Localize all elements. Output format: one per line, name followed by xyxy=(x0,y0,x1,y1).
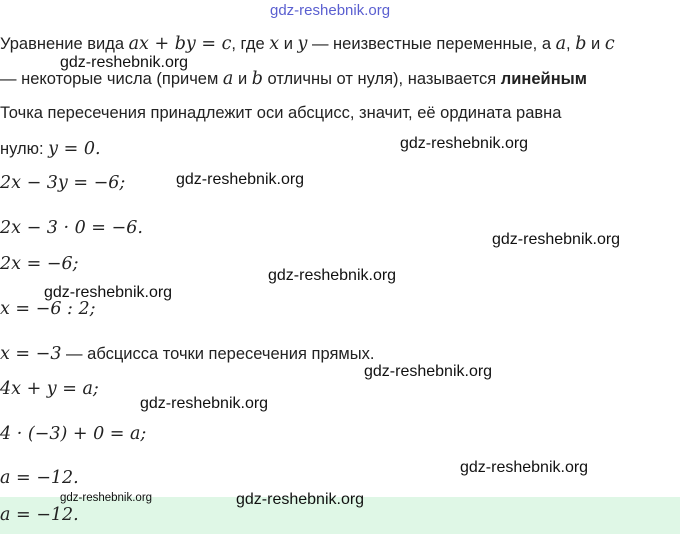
definition-text: , xyxy=(566,35,576,53)
equation-6: 4x + y = a; xyxy=(0,379,99,399)
watermark: gdz-reshebnik.org xyxy=(364,363,493,380)
equation-5-line xyxy=(0,344,374,364)
equation-2: 2x − 3 · 0 = −6. xyxy=(0,218,143,238)
math-var-a: a xyxy=(555,34,567,54)
point-statement: Точка пересечения принадлежит оси абсцисс, значит, её ордината равна xyxy=(0,104,562,122)
equation-1: 2x − 3y = −6; xyxy=(0,173,126,193)
equation-8: a = −12. xyxy=(0,468,79,488)
watermark-small: gdz-reshebnik.org xyxy=(60,492,153,504)
watermark: gdz-reshebnik.org xyxy=(60,54,189,71)
definition-text: и xyxy=(279,35,298,53)
definition-line-1 xyxy=(0,34,615,54)
math-var-b: b xyxy=(575,34,587,54)
definition-text: и xyxy=(586,35,605,53)
watermark: gdz-reshebnik.org xyxy=(492,231,621,248)
watermark: gdz-reshebnik.org xyxy=(460,459,589,476)
definition-line-2 xyxy=(0,69,587,89)
watermark: gdz-reshebnik.org xyxy=(400,135,529,152)
definition-text: — неизвестные переменные, а xyxy=(307,35,556,53)
watermark: gdz-reshebnik.org xyxy=(176,171,305,188)
equation-7: 4 · (−3) + 0 = a; xyxy=(0,424,147,444)
definition-text: отличны от нуля), называется xyxy=(262,70,501,88)
watermark: gdz-reshebnik.org xyxy=(140,395,269,412)
equation-5: x = −3 xyxy=(0,344,62,364)
math-var-a: a xyxy=(222,69,234,89)
definition-text: и xyxy=(233,70,252,88)
equation-5-text: — абсцисса точки пересечения прямых. xyxy=(61,345,375,363)
watermark: gdz-reshebnik.org xyxy=(236,491,365,508)
definition-equation: ax + by = c xyxy=(128,34,232,54)
zero-text: нулю: xyxy=(0,140,49,158)
math-var-y: y xyxy=(297,34,308,54)
watermark-top: gdz-reshebnik.org xyxy=(270,2,391,19)
equation-3: 2x = −6; xyxy=(0,254,79,274)
watermark: gdz-reshebnik.org xyxy=(44,284,173,301)
watermark: gdz-reshebnik.org xyxy=(268,267,397,284)
zero-equation: y = 0. xyxy=(48,139,101,159)
definition-term: линейным xyxy=(500,70,587,88)
answer-text: a = −12. xyxy=(0,505,79,525)
math-var-b: b xyxy=(251,69,263,89)
zero-ordinate-line xyxy=(0,139,101,159)
definition-text: , где xyxy=(231,35,270,53)
equation-4: x = −6 : 2; xyxy=(0,299,96,319)
definition-text: — некоторые числа (причем xyxy=(0,70,223,88)
math-var-c: c xyxy=(604,34,615,54)
definition-text: Уравнение вида xyxy=(0,35,129,53)
math-var-x: x xyxy=(269,34,280,54)
